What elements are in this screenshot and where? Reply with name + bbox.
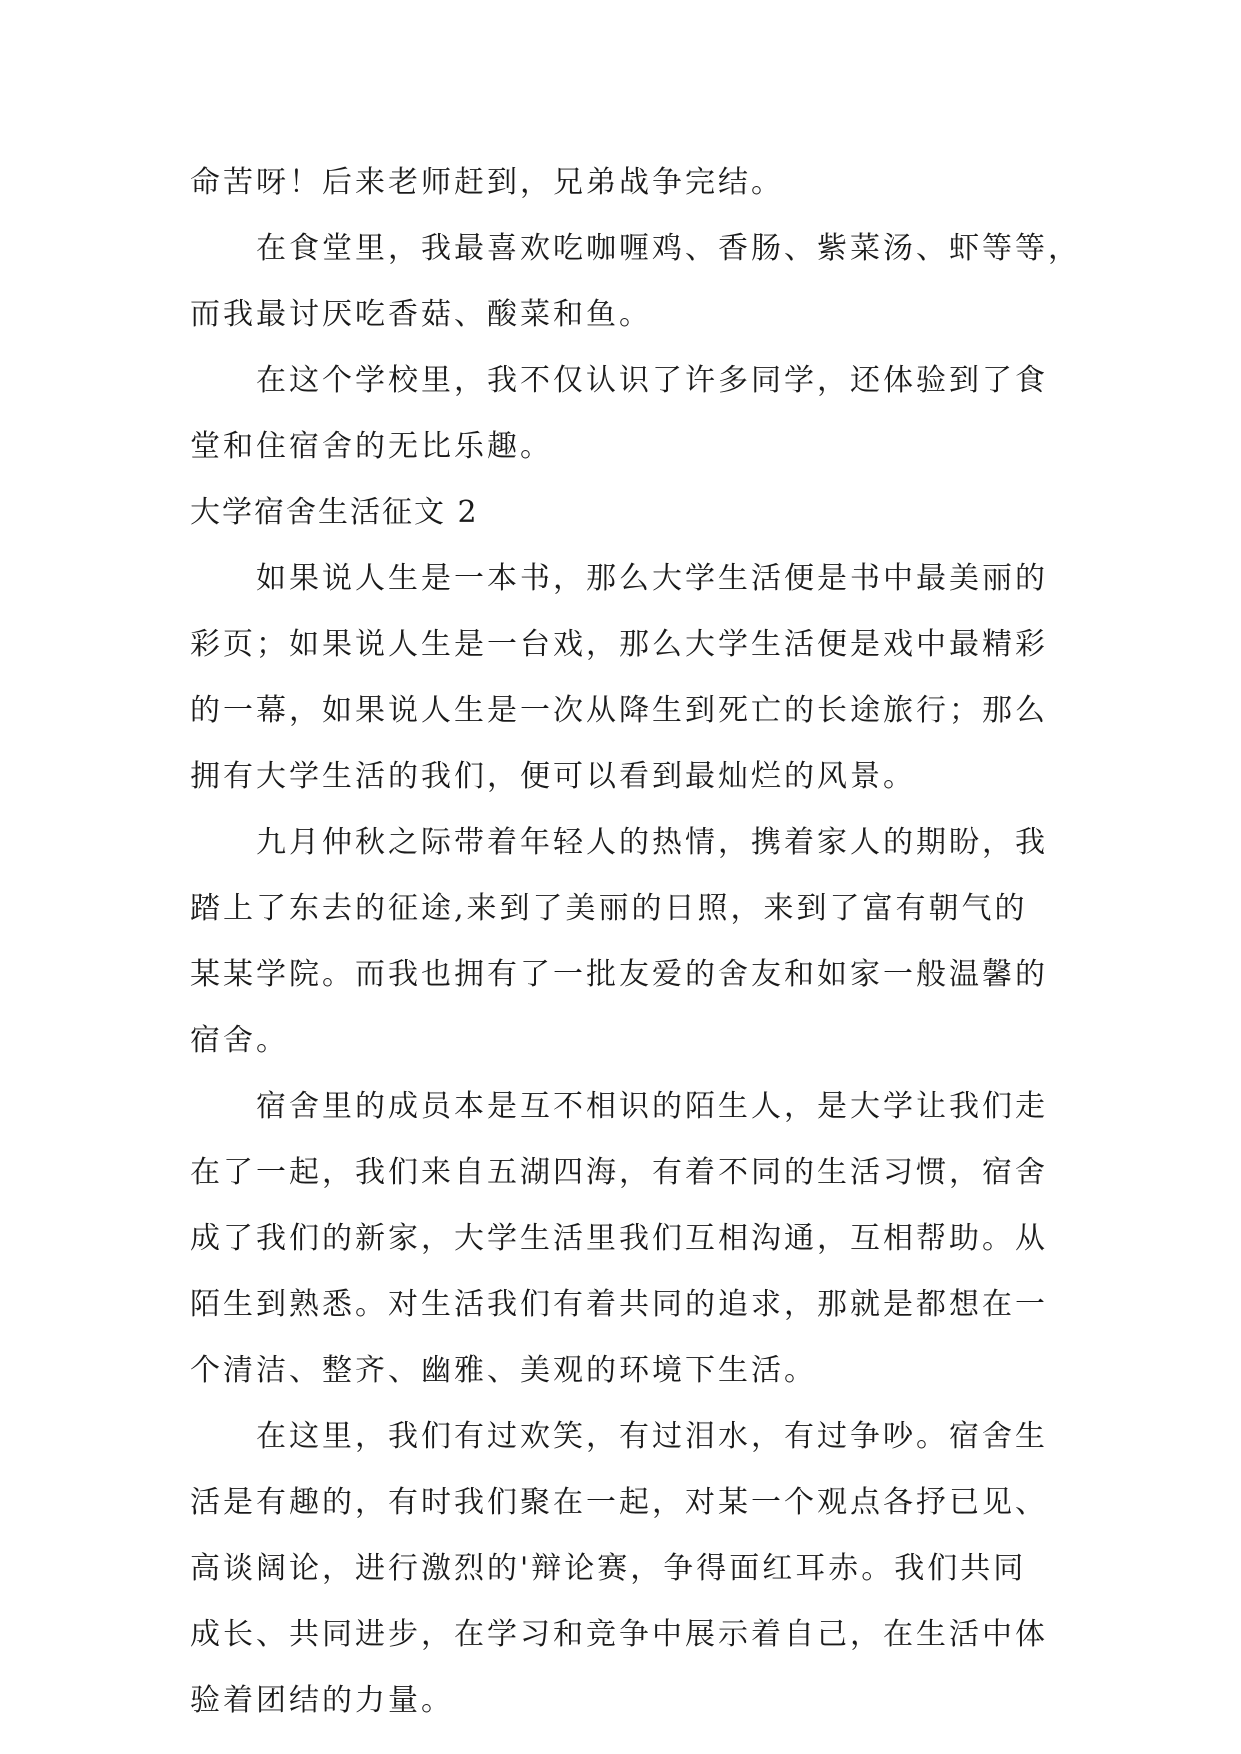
text-line: 彩页；如果说人生是一台戏，那么大学生活便是戏中最精彩 (190, 627, 1048, 662)
text-line: 踏上了东去的征途,来到了美丽的日照，来到了富有朝气的 (190, 891, 1028, 926)
text-line: 拥有大学生活的我们，便可以看到最灿烂的风景。 (190, 759, 916, 794)
text-line: 在了一起，我们来自五湖四海，有着不同的生活习惯，宿舍 (190, 1155, 1048, 1190)
paragraph-first-line: 宿舍里的成员本是互不相识的陌生人，是大学让我们走 (256, 1089, 1048, 1124)
paragraph-first-line: 如果说人生是一本书，那么大学生活便是书中最美丽的 (256, 561, 1048, 596)
text-line: 宿舍。 (190, 1023, 289, 1058)
text-line: 的一幕，如果说人生是一次从降生到死亡的长途旅行；那么 (190, 693, 1048, 728)
paragraph-first-line: 在这个学校里，我不仅认识了许多同学，还体验到了食 (256, 363, 1048, 398)
text-line: 陌生到熟悉。对生活我们有着共同的追求，那就是都想在一 (190, 1287, 1048, 1322)
text-line: 而我最讨厌吃香菇、酸菜和鱼。 (190, 297, 652, 332)
section-heading: 大学宿舍生活征文 2 (190, 495, 479, 530)
text-line: 个清洁、整齐、幽雅、美观的环境下生活。 (190, 1353, 817, 1388)
text-line: 活是有趣的，有时我们聚在一起，对某一个观点各抒已见、 (190, 1485, 1048, 1520)
text-line: 堂和住宿舍的无比乐趣。 (190, 429, 553, 464)
text-line: 命苦呀！后来老师赶到，兄弟战争完结。 (190, 165, 784, 200)
document-body (190, 150, 1081, 1734)
paragraph-first-line: 九月仲秋之际带着年轻人的热情，携着家人的期盼，我 (256, 825, 1048, 860)
paragraph-first-line: 在这里，我们有过欢笑，有过泪水，有过争吵。宿舍生 (256, 1419, 1048, 1454)
text-line: 成了我们的新家，大学生活里我们互相沟通，互相帮助。从 (190, 1221, 1048, 1256)
text-line: 成长、共同进步，在学习和竞争中展示着自己，在生活中体 (190, 1617, 1048, 1652)
paragraph-first-line: 在食堂里，我最喜欢吃咖喱鸡、香肠、紫菜汤、虾等等， (256, 231, 1081, 266)
text-line: 某某学院。而我也拥有了一批友爱的舍友和如家一般温馨的 (190, 957, 1048, 992)
text-line: 验着团结的力量。 (190, 1683, 454, 1718)
text-line: 高谈阔论，进行激烈的'辩论赛，争得面红耳赤。我们共同 (190, 1551, 1027, 1586)
